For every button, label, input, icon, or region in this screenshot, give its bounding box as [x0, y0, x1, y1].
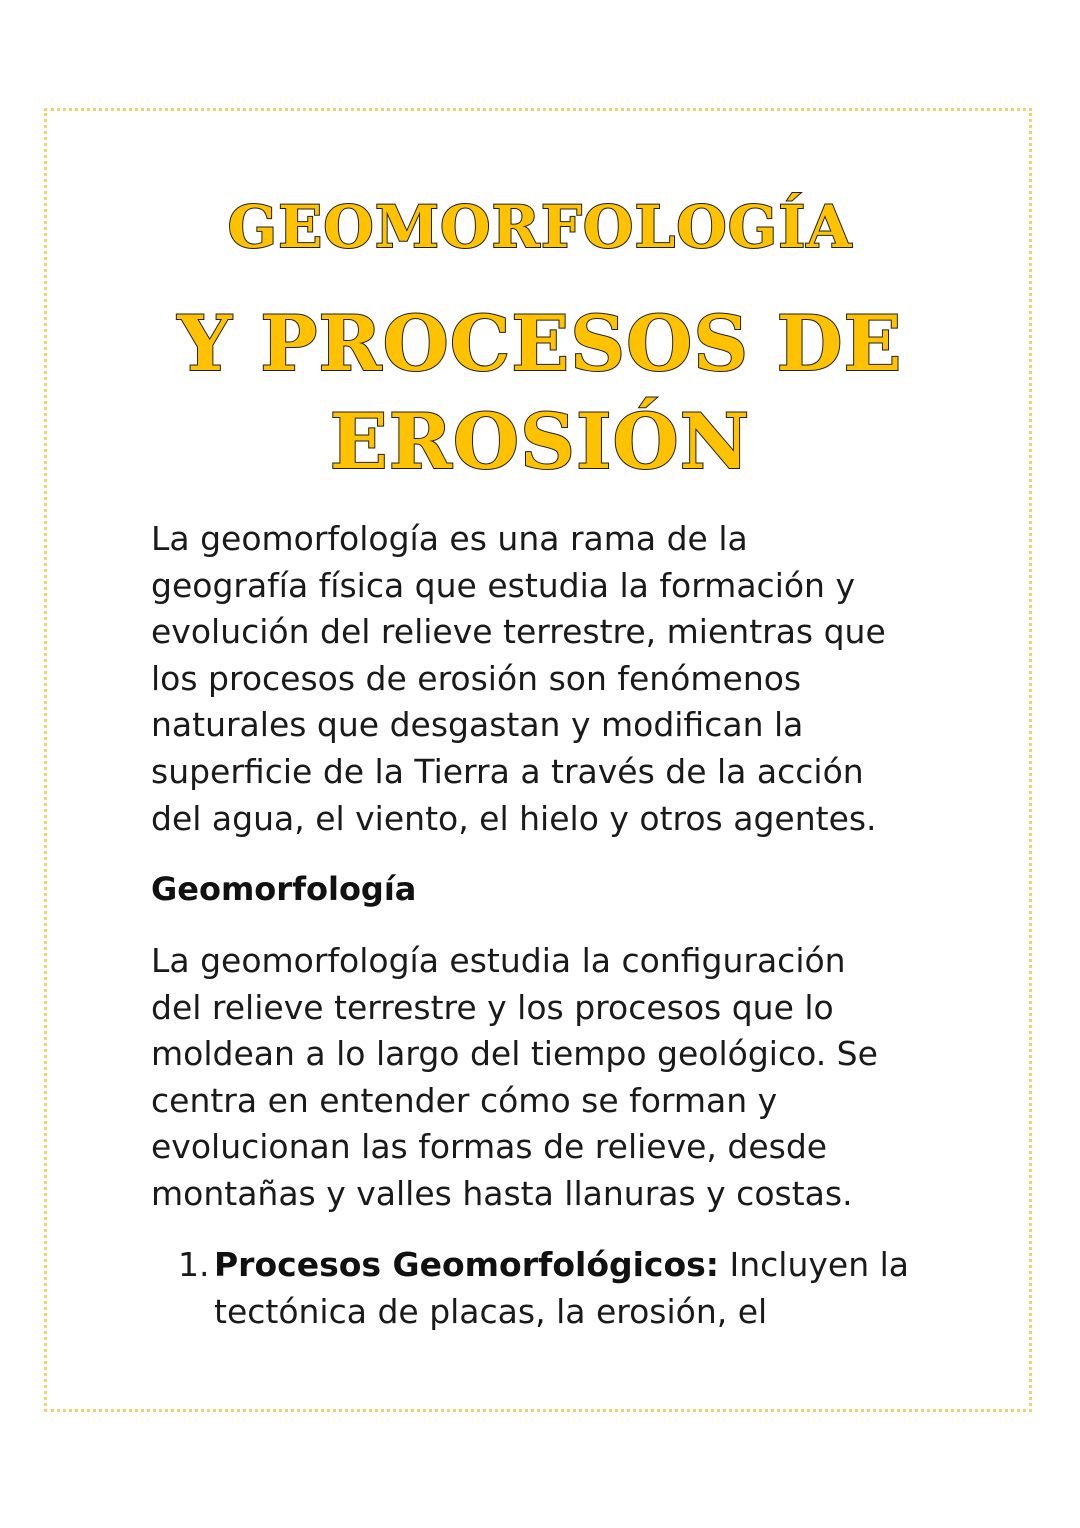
list-item-number: 1.: [178, 1245, 210, 1284]
numbered-list: [178, 1242, 938, 1335]
intro-line: geografía física que estudia la formación y: [151, 565, 855, 605]
section-heading: Geomorfología: [151, 870, 417, 908]
section-line: montañas y valles hasta llanuras y costas.: [151, 1173, 853, 1213]
section-line: evolucionan las formas de relieve, desde: [151, 1127, 828, 1167]
intro-line: del agua, el viento, el hielo y otros agentes.: [151, 798, 877, 838]
section-paragraph: [151, 938, 951, 1218]
title-line-1: GEOMORFOLOGÍA: [227, 193, 853, 261]
section-line: moldean a lo largo del tiempo geológico. Se: [151, 1034, 878, 1074]
intro-line: La geomorfología es una rama de la: [151, 519, 748, 558]
list-item-term: Procesos Geomorfológicos:: [214, 1245, 720, 1284]
intro-paragraph: [151, 516, 951, 842]
intro-line: los procesos de erosión son fenómenos: [151, 658, 802, 698]
section-line: del relieve terrestre y los procesos que lo: [151, 987, 834, 1027]
list-item: [178, 1242, 938, 1335]
intro-line: naturales que desgastan y modifican la: [151, 705, 804, 745]
list-item-line-2: tectónica de placas, la erosión, el: [214, 1291, 768, 1331]
list-item-line: [214, 1242, 938, 1289]
title-line-2: Y PROCESOS DE: [177, 299, 903, 388]
section-line: centra en entender cómo se forman y: [151, 1080, 778, 1120]
list-item-text: Incluyen la: [719, 1245, 910, 1284]
title-line-3: EROSIÓN: [329, 397, 751, 486]
intro-line: evolución del relieve terrestre, mientras que: [151, 612, 886, 652]
section-line: La geomorfología estudia la configuración: [151, 941, 846, 980]
intro-line: superficie de la Tierra a través de la acción: [151, 751, 864, 791]
